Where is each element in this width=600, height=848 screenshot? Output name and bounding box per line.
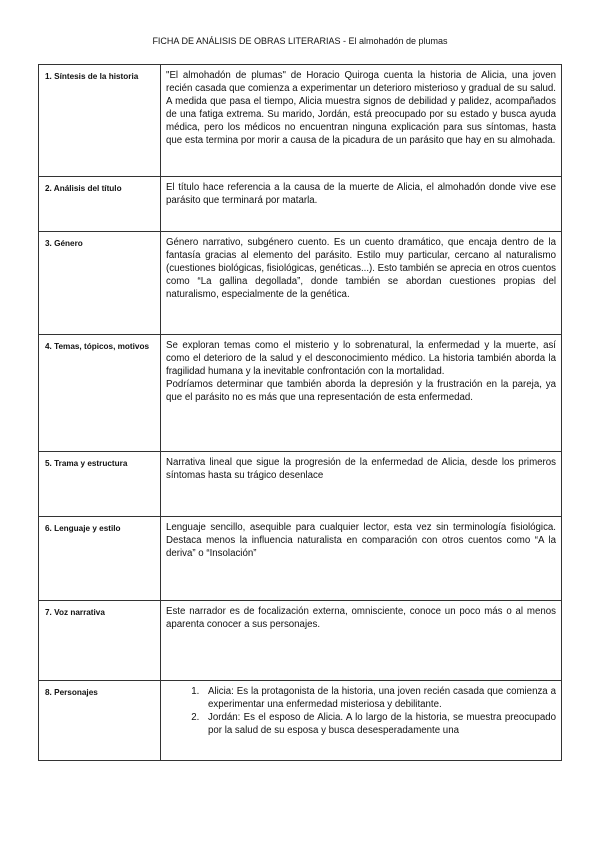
- list-item: 2. Jordán: Es el esposo de Alicia. A lo largo de la historia, se muestra preocupado por la salud de su esposa y busca desesperadamente una: [202, 711, 556, 737]
- synthesis-paragraph: "El almohadón de plumas" de Horacio Quiroga cuenta la historia de Alicia, una joven recién casada que comienza a experimentar un deterioro misterioso y gradual de su salud. A medida que pasa el tiempo, Alicia muestra signos de debilidad y palidez, acompañados de una fatiga extrema. Su marido, Jordán, está preocupado por su estado y busca ayuda médica, pero los médicos no encuentran ninguna explicación para sus síntomas, hasta que esta termina por morir a causa de la picadura de un parásito que hay en su almohada.: [166, 70, 556, 146]
- characters-list: [166, 685, 556, 737]
- row-label-title-analysis: 2. Análisis del título: [39, 177, 161, 232]
- genre-paragraph: Género narrativo, subgénero cuento. Es un cuento dramático, que encaja dentro de la fantasía gracias al elemento del parásito. Estilo muy particular, cercano al naturalismo (cuestiones biológicas, fisiológicas, genéticas...). Esto también se aprecia en otros cuentos como “La gallina degollada”, donde también se abordan cuestiones propias del naturalismo, especialmente de la genética.: [166, 237, 556, 300]
- row-label-themes: 4. Temas, tópicos, motivos: [39, 335, 161, 452]
- row-content-plot: [161, 452, 562, 517]
- row-label-characters: 8. Personajes: [39, 681, 161, 761]
- table-row-plot: [39, 452, 562, 517]
- row-content-title-analysis: [161, 177, 562, 232]
- row-content-narrative-voice: [161, 601, 562, 681]
- language-paragraph: Lenguaje sencillo, asequible para cualquier lector, esta vez sin terminología fisiológica. Destaca menos la influencia naturalista en comparación con otros cuentos como “A la deriva” o “Insolación”: [166, 522, 556, 559]
- table-row-themes: [39, 335, 562, 452]
- row-content-language: [161, 517, 562, 601]
- row-label-language: 6. Lenguaje y estilo: [39, 517, 161, 601]
- row-content-genre: [161, 232, 562, 335]
- table-row-language: [39, 517, 562, 601]
- row-content-synthesis: [161, 65, 562, 177]
- narrative-voice-paragraph: Este narrador es de focalización externa, omnisciente, conoce un poco más o al menos aparenta conocer a sus personajes.: [166, 606, 556, 630]
- row-content-characters: [161, 681, 562, 761]
- document-title: FICHA DE ANÁLISIS DE OBRAS LITERARIAS - El almohadón de plumas: [152, 36, 448, 46]
- table-row-characters: [39, 681, 562, 761]
- themes-paragraph-2: Podríamos determinar que también aborda la depresión y la frustración en la pareja, ya que el parásito no es más que una representación de esta enfermedad.: [166, 379, 556, 403]
- row-content-themes: [161, 335, 562, 452]
- themes-paragraph-1: Se exploran temas como el misterio y lo sobrenatural, la enfermedad y la muerte, así como el deterioro de la salud y el desconocimiento médico. La historia también aborda la fragilidad humana y la inevitable confrontación con la mortalidad.: [166, 340, 556, 377]
- table-row-synthesis: [39, 65, 562, 177]
- table-row-title-analysis: [39, 177, 562, 232]
- plot-paragraph: Narrativa lineal que sigue la progresión de la enfermedad de Alicia, desde los primeros síntomas hasta su trágico desenlace: [166, 457, 556, 481]
- title-analysis-paragraph: El título hace referencia a la causa de la muerte de Alicia, el almohadón donde vive ese parásito que terminará por matarla.: [166, 182, 556, 206]
- analysis-table: [38, 64, 562, 761]
- row-label-genre: 3. Género: [39, 232, 161, 335]
- table-row-genre: [39, 232, 562, 335]
- table-row-narrative-voice: [39, 601, 562, 681]
- row-label-narrative-voice: 7. Voz narrativa: [39, 601, 161, 681]
- row-label-synthesis: 1. Síntesis de la historia: [39, 65, 161, 177]
- row-label-plot: 5. Trama y estructura: [39, 452, 161, 517]
- list-item: 1. Alicia: Es la protagonista de la historia, una joven recién casada que comienza a experimentar una enfermedad misteriosa y debilitante.: [202, 685, 556, 711]
